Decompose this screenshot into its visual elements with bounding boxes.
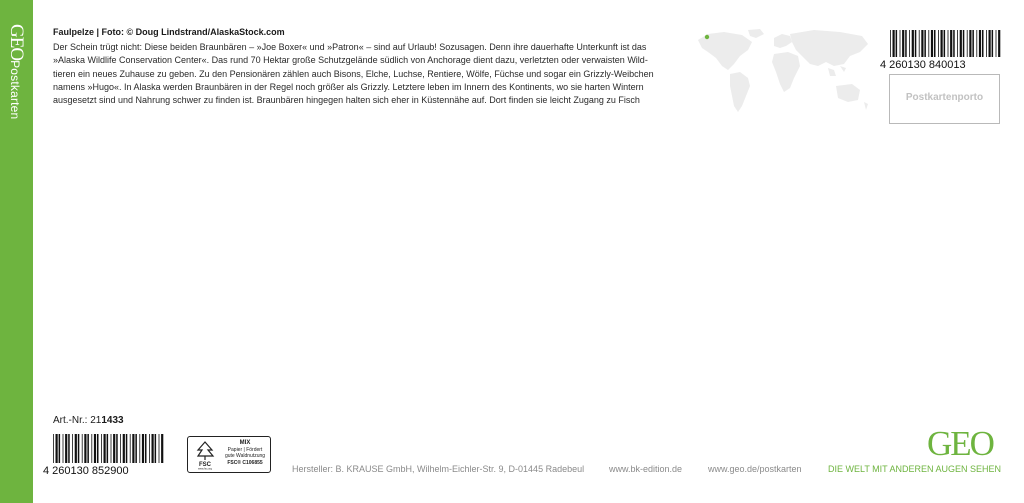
barcode-bar — [142, 434, 144, 463]
fsc-code: FSC® C106855 — [227, 459, 263, 466]
barcode-bar — [107, 434, 109, 463]
barcode-bar — [902, 30, 904, 57]
barcode-bar — [135, 434, 137, 463]
fsc-logo-url: www.fsc.org — [198, 467, 212, 470]
geo-slogan: DIE WELT MIT ANDEREN AUGEN SEHEN — [828, 464, 1002, 474]
barcode-bar — [155, 434, 157, 463]
barcode-bar — [960, 30, 962, 57]
fsc-logo-text: FSC — [199, 462, 211, 468]
barcode-bar — [101, 434, 102, 463]
barcode-bar — [989, 30, 991, 57]
article-number-value: 1433 — [101, 415, 124, 426]
footer-url-geo: www.geo.de/postkarten — [708, 464, 802, 474]
barcode — [43, 434, 167, 476]
barcode-bar — [948, 30, 949, 57]
barcode-bar — [996, 30, 997, 57]
barcode-bar — [900, 30, 901, 57]
barcode-bar — [938, 30, 939, 57]
barcode-bar — [967, 30, 968, 57]
footer-url-bk-edition: www.bk-edition.de — [609, 464, 683, 474]
barcode-bar — [953, 30, 955, 57]
barcode-bar — [113, 434, 115, 463]
barcode-bar — [145, 434, 147, 463]
barcode-bar — [65, 434, 67, 463]
caption-line: ausgesetzt sind und Nahrung schwer zu finden ist. Braunbären hingegen halten sich eher in Küstennähe auf. Dort finden sie leicht Zugang zu Fisch — [53, 95, 640, 106]
stamp-box — [889, 74, 1000, 124]
barcode-bar — [63, 434, 64, 463]
barcode-bar — [972, 30, 974, 57]
barcode-bar — [120, 434, 121, 463]
side-brand-label: Postkarten — [8, 60, 22, 120]
barcode-bar — [957, 30, 958, 57]
barcode-bar — [75, 434, 77, 463]
geo-logo: GEO — [927, 424, 993, 463]
stamp-label: Postkartenporto — [905, 92, 984, 103]
barcode-bar — [944, 30, 946, 57]
barcode-bar — [924, 30, 926, 57]
barcode-bar — [126, 434, 128, 463]
barcode-bar — [893, 30, 895, 57]
barcode-bar — [992, 30, 994, 57]
barcode-bar — [149, 434, 150, 463]
barcode-bar — [941, 30, 943, 57]
barcode-bar — [97, 434, 99, 463]
barcode-digits: 4 260130 852900 — [43, 465, 129, 476]
fsc-line2: gute Waldnutzung — [224, 453, 266, 459]
caption-title: Faulpelze | Foto: © Doug Lindstrand/AlaskaStock.com — [53, 27, 285, 37]
barcode-bar — [84, 434, 86, 463]
barcode-bar — [950, 30, 952, 57]
barcode-bar — [963, 30, 965, 57]
caption-line: namens »Hugo«. In Alaska werden Braunbären in der Regel noch größer als Grizzly. Letztere leben im Innern des Kontinents, wo sie harten Wintern — [53, 81, 644, 92]
barcode-bar — [979, 30, 981, 57]
fsc-label — [187, 436, 271, 473]
side-brand-geo: GEO — [6, 24, 27, 61]
barcode-bar — [159, 434, 160, 463]
barcode-bar — [82, 434, 83, 463]
barcode-bar — [152, 434, 154, 463]
barcode-bar — [921, 30, 923, 57]
caption-line: »Alaska Wildlife Conservation Center«. Das rund 70 Hektar große Schutzgelände südlich von Anchorage dient dazu, verletzten oder verwaisten Wild- — [53, 55, 648, 66]
barcode-bar — [91, 434, 92, 463]
caption-line: Der Schein trügt nicht: Diese beiden Braunbären – »Joe Boxer« und »Patron« – sind auf Urlaub! Sozusagen. Denn ihre dauerhafte Unterkunft ist das — [53, 42, 647, 52]
barcode-bar — [116, 434, 118, 463]
barcode-bar — [931, 30, 933, 57]
barcode-bar — [161, 434, 163, 463]
barcode-digits: 4 260130 840013 — [880, 59, 966, 70]
fsc-line1: Papier | Fördert — [227, 446, 263, 453]
barcode-bar — [890, 30, 891, 57]
barcode-bar — [969, 30, 971, 57]
barcode-bar — [982, 30, 984, 57]
barcode-bar — [976, 30, 977, 57]
barcode-bar — [78, 434, 80, 463]
barcode-bar — [896, 30, 898, 57]
article-prefix: Art.-Nr.: 21 — [53, 415, 102, 426]
barcode-bar — [94, 434, 96, 463]
footer-manufacturer: Hersteller: B. KRAUSE GmbH, Wilhelm-Eichler-Str. 9, D-01445 Radebeul — [292, 464, 585, 474]
world-map-icon — [694, 26, 874, 126]
fsc-mix: MIX — [239, 440, 251, 446]
barcode-bar — [130, 434, 131, 463]
barcode-bar — [909, 30, 910, 57]
barcode-bar — [905, 30, 907, 57]
barcode-bar — [104, 434, 106, 463]
barcode-bar — [934, 30, 936, 57]
fsc-tree-icon — [192, 440, 218, 470]
fsc-text — [221, 440, 269, 466]
barcode-bar — [56, 434, 58, 463]
barcode-bar — [132, 434, 134, 463]
caption-line: tieren ein neues Zuhause zu geben. Zu den Pensionären zählen auch Bisons, Elche, Luchse, Rentiere, Wölfe, Füchse und sogar ein Grizzly-Weibchen — [53, 68, 654, 79]
barcode-bar — [139, 434, 140, 463]
barcode-bar — [986, 30, 987, 57]
barcode-bar — [912, 30, 914, 57]
barcode-bar — [919, 30, 920, 57]
barcode-bar — [928, 30, 929, 57]
barcode-bar — [72, 434, 73, 463]
barcode — [880, 30, 1004, 70]
caption-body — [53, 41, 653, 107]
barcode-bar — [998, 30, 1000, 57]
barcode-bar — [87, 434, 89, 463]
barcode-bar — [123, 434, 125, 463]
barcode-bar — [111, 434, 112, 463]
barcode-bar — [59, 434, 61, 463]
barcode-bar — [915, 30, 917, 57]
side-brand — [3, 24, 31, 134]
barcode-bar — [53, 434, 54, 463]
barcode-bar — [68, 434, 70, 463]
article-number — [53, 415, 124, 426]
